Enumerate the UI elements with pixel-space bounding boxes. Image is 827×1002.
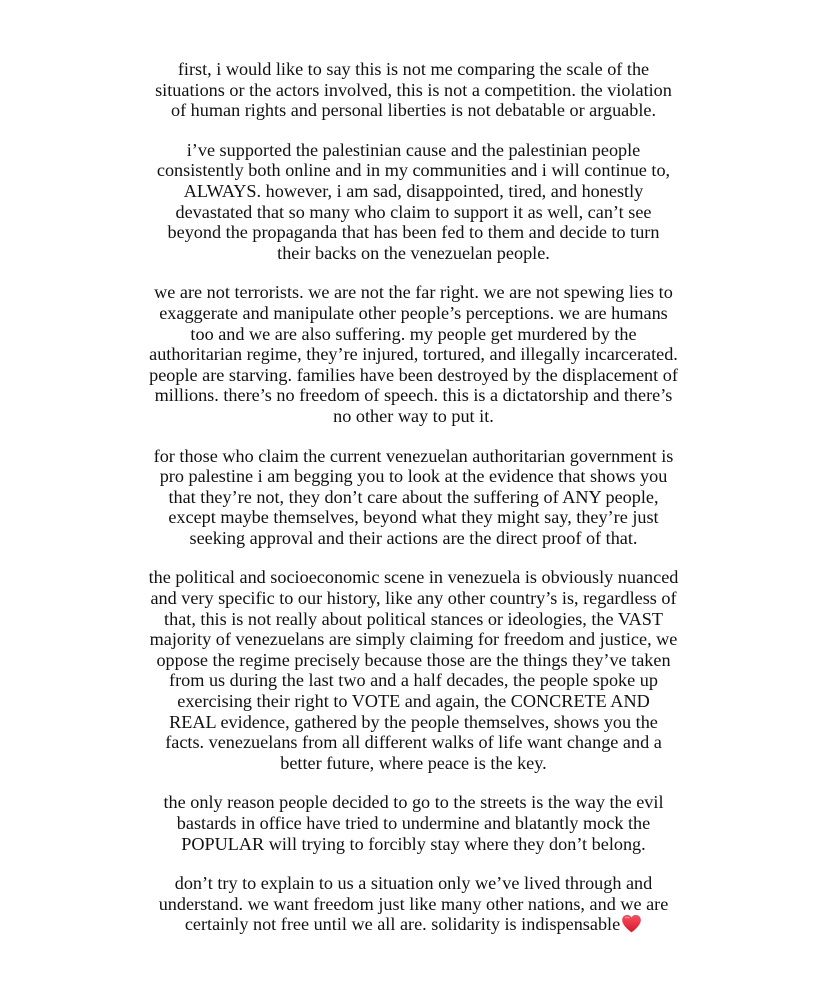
text-line-with-heart: [0, 914, 827, 935]
text-line: POPULAR will trying to forcibly stay where they don’t belong.: [181, 833, 646, 854]
text-line: pro palestine i am begging you to look at the evidence that shows you: [159, 466, 668, 487]
text-line: REAL evidence, gathered by the people themselves, shows you the: [169, 711, 658, 732]
text-line: too and we are also suffering. my people get murdered by the: [190, 323, 637, 344]
text-line: and very specific to our history, like any other country’s is, regardless of: [150, 588, 677, 609]
text-line: certainly not free until we all are. solidarity is indispensable: [184, 914, 621, 935]
text-line: situations or the actors involved, this is not a competition. the violation: [155, 79, 672, 100]
text-line: that they’re not, they don’t care about the suffering of ANY people,: [168, 486, 659, 507]
text-line: majority of venezuelans are simply claiming for freedom and justice, we: [149, 629, 678, 650]
text-line: consistently both online and in my communities and i will continue to,: [156, 160, 671, 181]
text-line: the political and socioeconomic scene in venezuela is obviously nuanced: [148, 567, 679, 588]
text-line: their backs on the venezuelan people.: [277, 242, 550, 263]
text-line: oppose the regime precisely because those are the things they’ve taken: [156, 649, 671, 670]
text-line: devastated that so many who claim to support it as well, can’t see: [175, 201, 652, 222]
text-line: first, i would like to say this is not me comparing the scale of the: [177, 59, 650, 79]
paragraph-4: [0, 446, 827, 549]
text-line: seeking approval and their actions are the direct proof of that.: [189, 527, 638, 548]
text-line: of human rights and personal liberties is not debatable or arguable.: [170, 100, 657, 121]
paragraph-2: [0, 140, 827, 264]
text-line: understand. we want freedom just like many other nations, and we are: [158, 893, 669, 914]
text-line: facts. venezuelans from all different walks of life want change and a: [165, 732, 662, 753]
text-line: authoritarian regime, they’re injured, tortured, and illegally incarcerated.: [149, 344, 678, 365]
text-line: ALWAYS. however, i am sad, disappointed, tired, and honestly: [183, 180, 644, 201]
document-text: [0, 59, 827, 954]
red-heart-icon: [621, 914, 642, 933]
text-line: we are not terrorists. we are not the far right. we are not spewing lies to: [154, 282, 673, 303]
text-line: bastards in office have tried to undermine and blatantly mock the: [176, 813, 651, 833]
paragraph-6: [0, 792, 827, 854]
text-line: for those who claim the current venezuelan authoritarian government is: [153, 445, 674, 466]
text-line: the only reason people decided to go to the streets is the way the evil: [163, 792, 664, 813]
paragraph-5: [0, 567, 827, 773]
paragraph-3: [0, 282, 827, 426]
text-line: except maybe themselves, beyond what they might say, they’re just: [168, 507, 659, 528]
text-line: exercising their right to VOTE and again, the CONCRETE AND: [177, 691, 650, 712]
paragraph-1: [0, 59, 827, 121]
text-line: better future, where peace is the key.: [280, 752, 547, 773]
text-line: beyond the propaganda that has been fed to them and decide to turn: [167, 222, 660, 243]
text-line: millions. there’s no freedom of speech. this is a dictatorship and there’s: [154, 385, 673, 406]
text-line: exaggerate and manipulate other people’s perceptions. we are humans: [159, 302, 668, 323]
text-line: people are starving. families have been destroyed by the displacement of: [149, 364, 678, 385]
text-line: no other way to put it.: [333, 405, 494, 426]
text-line: i’ve supported the palestinian cause and the palestinian people: [186, 139, 641, 160]
text-line: that, this is not really about political stances or ideologies, the VAST: [164, 608, 663, 629]
text-line: from us during the last two and a half decades, the people spoke up: [169, 670, 658, 691]
text-line: don’t try to explain to us a situation only we’ve lived through and: [174, 873, 653, 894]
paragraph-7: [0, 873, 827, 935]
